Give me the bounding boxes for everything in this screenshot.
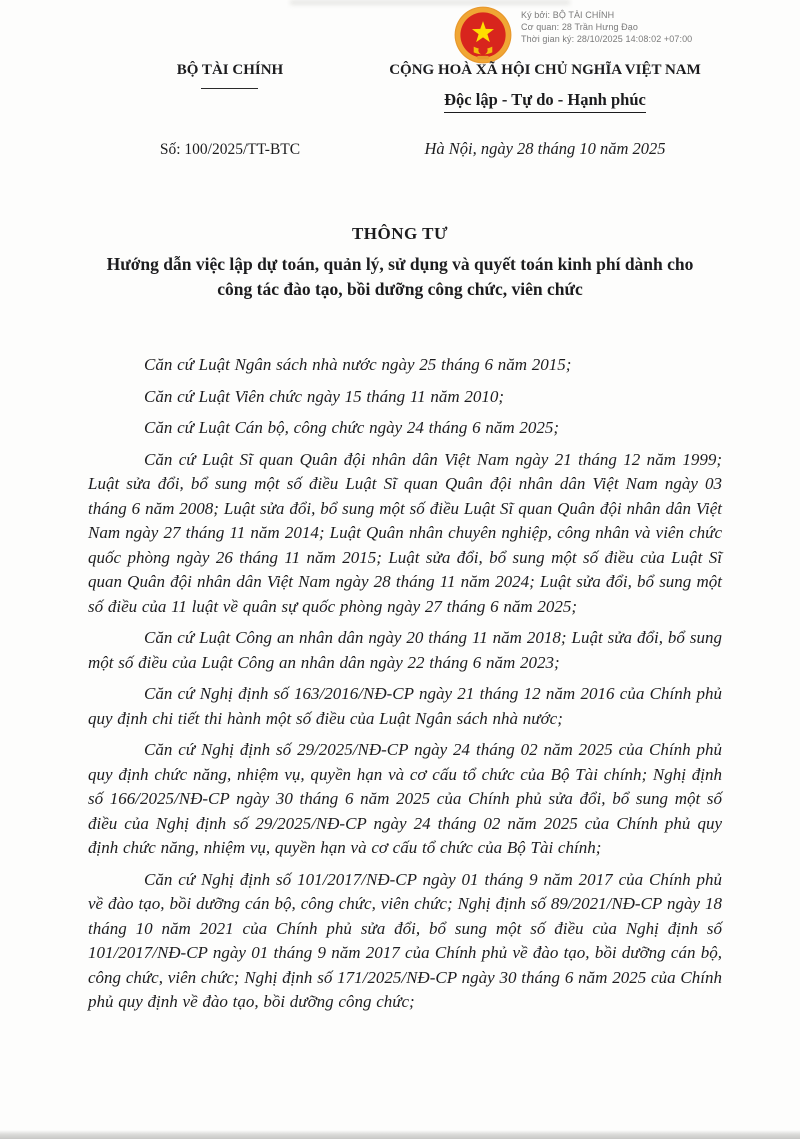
legal-basis-paragraph: Căn cứ Luật Cán bộ, công chức ngày 24 tháng 6 năm 2025; xyxy=(144,418,560,437)
legal-basis-paragraph: Căn cứ Luật Công an nhân dân ngày 20 tháng 11 năm 2018; Luật sửa đổi, bổ sung một số điều của Luật Công an nhân dân ngày 22 tháng 6 năm 2023; xyxy=(88,628,722,672)
document-body xyxy=(88,353,722,1022)
legal-basis-paragraph: Căn cứ Nghị định số 163/2016/NĐ-CP ngày 21 tháng 12 năm 2016 của Chính phủ quy định chi tiết thi hành một số điều của Luật Ngân sách nhà nước; xyxy=(88,684,722,728)
national-name: CỘNG HOÀ XÃ HỘI CHỦ NGHĨA VIỆT NAM xyxy=(389,62,701,78)
legal-basis-paragraph: Căn cứ Luật Viên chức ngày 15 tháng 11 năm 2010; xyxy=(144,386,505,406)
signature-agency: Cơ quan: 28 Trần Hưng Đạo xyxy=(521,22,638,32)
legal-basis-paragraph: Căn cứ Nghị định số 29/2025/NĐ-CP ngày 24 tháng 02 năm 2025 của Chính phủ quy định chức năng, nhiệm vụ, quyền hạn và cơ cấu tổ chức của Bộ Tài chính; Nghị định số 166/2025/NĐ-CP ngày 30 tháng 6 năm 2025 của Chính phủ sửa đổi, bổ sung một số điều của Nghị định số 29/2025/NĐ-CP ngày 24 tháng 02 năm 2025 của Chính phủ quy định chức năng, nhiệm vụ, quyền hạn và cơ cấu tổ chức của Bộ Tài chính; xyxy=(88,740,722,857)
signature-time: Thời gian ký: 28/10/2025 14:08:02 +07:00 xyxy=(521,34,693,44)
digital-signature-stamp xyxy=(521,9,692,45)
scan-smudge xyxy=(290,0,570,5)
national-motto: Độc lập - Tự do - Hạnh phúc xyxy=(444,90,646,113)
scan-page-edge-shadow xyxy=(0,1130,800,1139)
signature-signer: Ký bởi: BỘ TÀI CHÍNH xyxy=(521,10,615,20)
document-number: Số: 100/2025/TT-BTC xyxy=(159,141,301,158)
vietnam-emblem-icon xyxy=(454,6,512,64)
place-and-date: Hà Nội, ngày 28 tháng 10 năm 2025 xyxy=(424,139,666,158)
issuing-agency-name: BỘ TÀI CHÍNH xyxy=(176,62,284,78)
document-subject-title: Hướng dẫn việc lập dự toán, quản lý, sử dụng và quyết toán kinh phí dành cho công tác đào tạo, bồi dưỡng công chức, viên chức xyxy=(106,254,694,299)
legal-basis-paragraph: Căn cứ Nghị định số 101/2017/NĐ-CP ngày 01 tháng 9 năm 2017 của Chính phủ về đào tạo, bồi dưỡng cán bộ, công chức, viên chức; Nghị định số 89/2021/NĐ-CP ngày 18 tháng 10 năm 2021 của Chính phủ sửa đổi, bổ sung một số điều của Nghị định số 101/2017/NĐ-CP ngày 01 tháng 9 năm 2017 của Chính phủ về đào tạo, bồi dưỡng cán bộ, công chức, viên chức; Nghị định số 171/2025/NĐ-CP ngày 30 tháng 6 năm 2025 của Chính phủ quy định về đào tạo, bồi dưỡng công chức; xyxy=(88,869,722,1011)
legal-basis-paragraph: Căn cứ Luật Sĩ quan Quân đội nhân dân Việt Nam ngày 21 tháng 12 năm 1999; Luật sửa đổi, bổ sung một số điều Luật Sĩ quan Quân đội nhân dân Việt Nam ngày 03 tháng 6 năm 2008; Luật sửa đổi, bổ sung một số điều Luật Sĩ quan Quân đội nhân dân Việt Nam ngày 27 tháng 11 năm 2014; Luật Quân nhân chuyên nghiệp, công nhân và viên chức quốc phòng ngày 26 tháng 11 năm 2015; Luật sửa đổi, bổ sung một số điều của Luật Sĩ quan Quân đội nhân dân Việt Nam ngày 28 tháng 11 năm 2024; Luật sửa đổi, bổ sung một số điều của 11 luật về quân sự quốc phòng ngày 27 tháng 6 năm 2025; xyxy=(88,449,722,616)
national-motto-wrap xyxy=(335,90,755,113)
legal-basis-paragraph: Căn cứ Luật Ngân sách nhà nước ngày 25 tháng 6 năm 2015; xyxy=(144,355,572,374)
agency-underline xyxy=(201,88,258,89)
document-type-title: THÔNG TƯ xyxy=(351,224,449,243)
